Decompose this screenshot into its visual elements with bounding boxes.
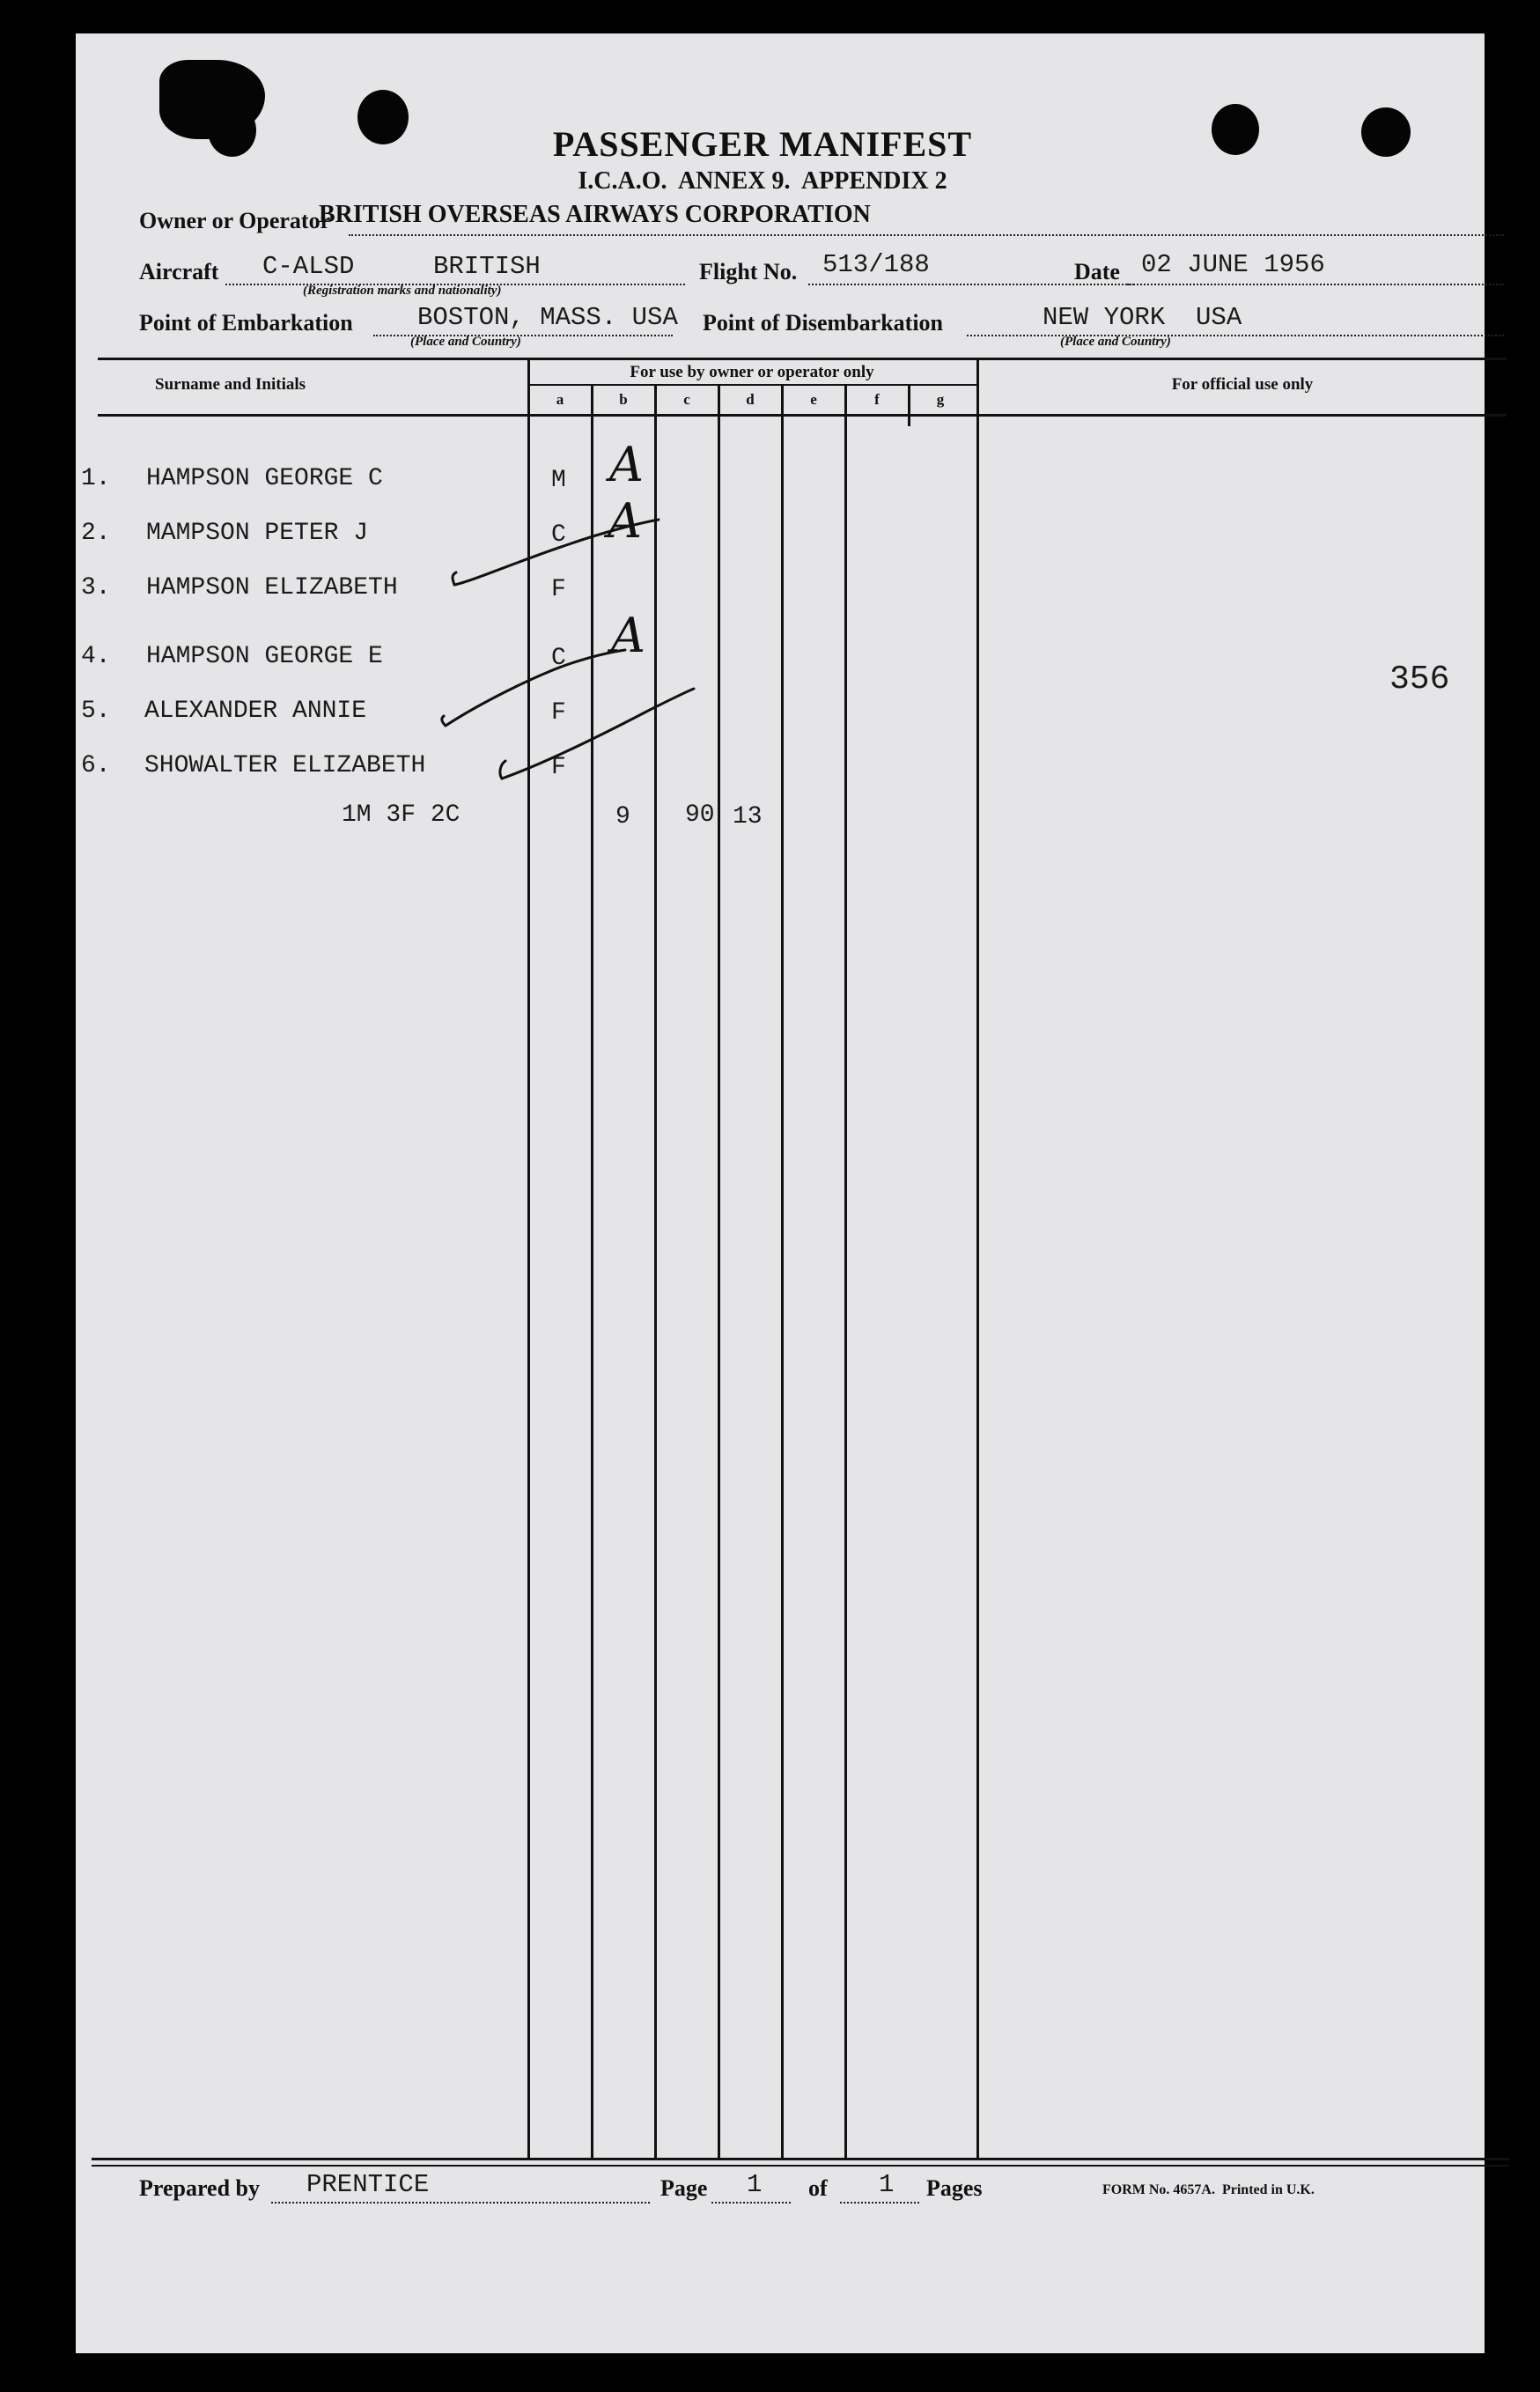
- passenger-type-4: C: [551, 645, 566, 672]
- row-num-4: 4.: [81, 643, 111, 670]
- row-num-2: 2.: [81, 520, 111, 547]
- col-header-d: d: [746, 391, 755, 408]
- check-hook-5: [442, 716, 446, 726]
- page-title: PASSENGER MANIFEST: [552, 124, 973, 164]
- date-value: 02 JUNE 1956: [1141, 250, 1325, 279]
- totals-d: 13: [733, 803, 763, 831]
- check-hook-6: [500, 761, 505, 779]
- passenger-name-2: MAMPSON PETER J: [146, 520, 369, 547]
- check-mark-strokes: [76, 33, 1485, 2353]
- pages-dots: [840, 2202, 919, 2204]
- passenger-type-6: F: [551, 754, 566, 781]
- operator-header: For use by owner or operator only: [630, 363, 874, 381]
- owner-label: Owner or Operator: [139, 208, 331, 233]
- col-header-a: a: [556, 391, 564, 408]
- form-label: FORM No. 4657A. Printed in U.K.: [1102, 2182, 1315, 2197]
- row-num-5: 5.: [81, 698, 111, 725]
- col-header-b: b: [619, 391, 628, 408]
- owner-value: BRITISH OVERSEAS AIRWAYS CORPORATION: [319, 201, 871, 228]
- name-header: Surname and Initials: [155, 375, 306, 394]
- disembark-note: (Place and Country): [1060, 335, 1171, 349]
- col-header-e: e: [810, 391, 817, 408]
- totals-label: 1M 3F 2C: [342, 801, 461, 829]
- handwritten-a-1: A: [609, 437, 644, 492]
- date-label: Date: [1074, 259, 1120, 284]
- official-header: For official use only: [1171, 375, 1314, 394]
- flight-label: Flight No.: [699, 259, 798, 284]
- embark-label: Point of Embarkation: [139, 310, 353, 336]
- aircraft-label: Aircraft: [139, 259, 219, 284]
- totals-b: 9: [615, 803, 630, 831]
- passenger-name-4: HAMPSON GEORGE E: [146, 643, 383, 670]
- aircraft-note: (Registration marks and nationality): [303, 284, 502, 298]
- row-num-3: 3.: [81, 574, 111, 602]
- handwritten-a-3: A: [611, 608, 645, 663]
- side-number: 356: [1389, 661, 1450, 698]
- pages-label: Pages: [926, 2175, 983, 2201]
- handwritten-a-2: A: [608, 493, 642, 549]
- pages-value: 1: [879, 2170, 895, 2199]
- aircraft-nationality: BRITISH: [433, 252, 541, 281]
- page-subtitle: I.C.A.O. ANNEX 9. APPENDIX 2: [578, 167, 947, 195]
- passenger-type-5: F: [551, 699, 566, 727]
- passenger-name-3: HAMPSON ELIZABETH: [146, 574, 398, 602]
- of-label: of: [808, 2175, 828, 2201]
- check-hook-3: [453, 572, 456, 585]
- passenger-name-5: ALEXANDER ANNIE: [144, 698, 367, 725]
- flight-value: 513/188: [822, 250, 930, 279]
- disembark-label: Point of Disembarkation: [703, 310, 943, 336]
- passenger-type-1: M: [551, 467, 566, 494]
- check-stroke-5: [446, 650, 625, 726]
- col-header-c: c: [683, 391, 690, 408]
- embark-note: (Place and Country): [410, 335, 521, 349]
- passenger-name-1: HAMPSON GEORGE C: [146, 465, 383, 492]
- prepared-value: PRENTICE: [306, 2170, 430, 2199]
- row-num-1: 1.: [81, 465, 111, 492]
- check-stroke-6: [502, 689, 694, 779]
- col-header-g: g: [936, 391, 945, 408]
- row-num-6: 6.: [81, 752, 111, 779]
- col-header-f: f: [874, 391, 880, 408]
- handwritten-check-marks: [76, 33, 1485, 2353]
- prepared-label: Prepared by: [139, 2175, 260, 2201]
- passenger-type-3: F: [551, 576, 566, 603]
- manifest-page: [76, 33, 1485, 2353]
- totals-c: 90: [685, 801, 715, 829]
- passenger-type-2: C: [551, 521, 566, 549]
- passenger-name-6: SHOWALTER ELIZABETH: [144, 752, 426, 779]
- prepared-dots: [271, 2202, 650, 2204]
- aircraft-value: C-ALSD: [262, 252, 355, 281]
- disembark-value: NEW YORK USA: [1043, 303, 1242, 332]
- page-label: Page: [660, 2175, 708, 2201]
- page-value: 1: [747, 2170, 763, 2199]
- embark-value: BOSTON, MASS. USA: [417, 303, 678, 332]
- page-dots: [711, 2202, 791, 2204]
